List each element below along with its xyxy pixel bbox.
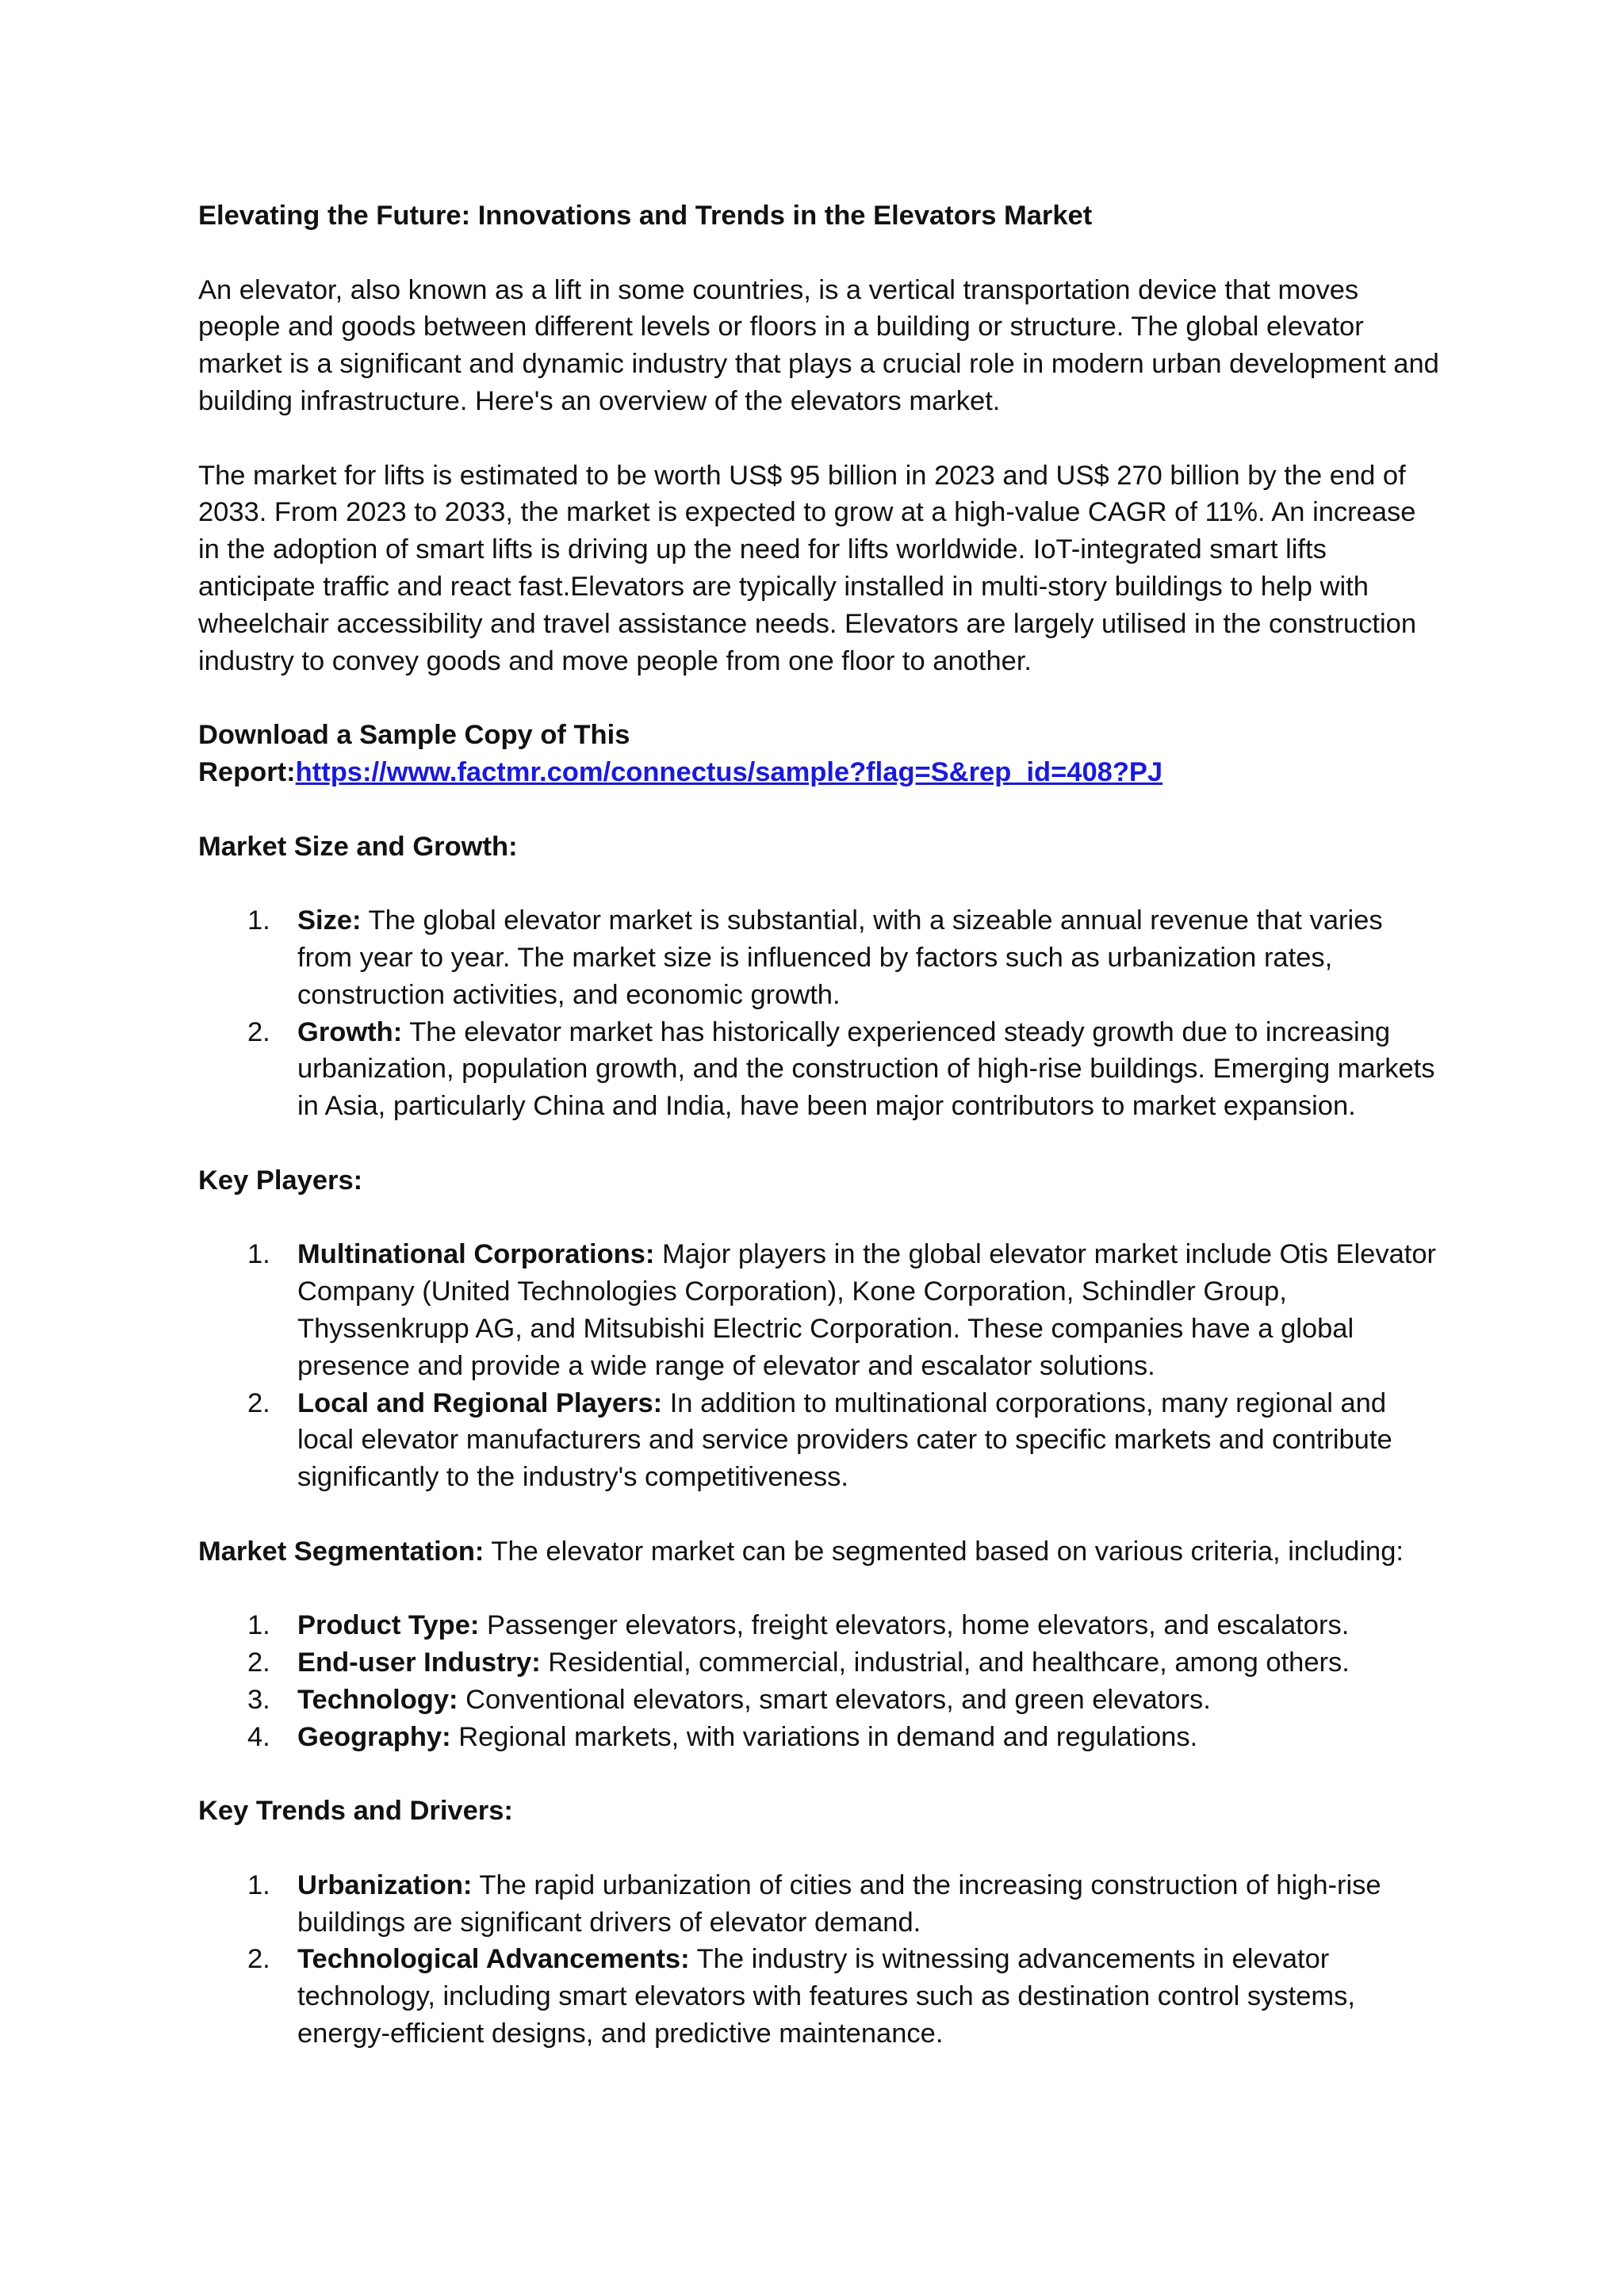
list-term: Technological Advancements: <box>297 1944 690 1975</box>
list-text: Residential, commercial, industrial, and healthcare, among others. <box>540 1647 1350 1678</box>
spacer <box>198 791 1443 828</box>
segmentation-intro <box>198 1533 1443 1571</box>
list-item <box>198 1682 1443 1719</box>
size-growth-list <box>198 902 1443 1125</box>
list-item <box>198 1941 1443 2052</box>
spacer <box>198 1755 1443 1793</box>
download-label: Report: <box>198 756 296 787</box>
list-number: 3. <box>247 1684 270 1715</box>
list-item <box>198 1719 1443 1756</box>
list-number: 1. <box>247 1610 270 1641</box>
sample-report-link[interactable]: https://www.factmr.com/connectus/sample?flag=S&rep_id=408?PJ <box>295 756 1163 787</box>
list-text: In addition to multinational corporations, many regional and local elevator manufacturers and service providers cater to specific markets and contribute significantly to the industry's competitiveness. <box>297 1387 1392 1493</box>
list-number: 2. <box>247 1387 270 1418</box>
list-term: Local and Regional Players: <box>297 1387 663 1418</box>
list-number: 1. <box>247 1869 270 1900</box>
list-item <box>198 1014 1443 1125</box>
document-title: Elevating the Future: Innovations and Trends in the Elevators Market <box>198 201 1093 231</box>
list-text: Regional markets, with variations in demand and regulations. <box>450 1721 1198 1752</box>
list-term: Geography: <box>297 1721 451 1752</box>
list-text: The industry is witnessing advancements in elevator technology, including smart elevators with features such as destination control systems, energy-efficient designs, and predictive maintenance. <box>297 1944 1356 2049</box>
key-players-list <box>198 1236 1443 1496</box>
list-text: The elevator market has historically experienced steady growth due to increasing urbanization, population growth, and the construction of high-rise buildings. Emerging markets in Asia, particularly China and India, have been major contributors to market expansion. <box>297 1016 1435 1122</box>
list-text: The global elevator market is substantial, with a sizeable annual revenue that varies from year to year. The market size is influenced by factors such as urbanization rates, construction activities, and economic growth. <box>297 905 1383 1010</box>
spacer <box>198 679 1443 717</box>
list-term: Technology: <box>297 1684 458 1715</box>
list-text: The rapid urbanization of cities and the increasing construction of high-rise buildings are significant drivers of elevator demand. <box>297 1869 1381 1938</box>
section-heading-key-players: Key Players: <box>198 1165 363 1196</box>
segmentation-list <box>198 1607 1443 1755</box>
list-number: 4. <box>247 1721 270 1752</box>
list-term: Size: <box>297 905 362 936</box>
list-term: End-user Industry: <box>297 1647 541 1678</box>
section-heading-segmentation: Market Segmentation: <box>198 1536 485 1567</box>
download-line: Download a Sample Copy of This <box>198 720 630 751</box>
list-term: Multinational Corporations: <box>297 1239 655 1270</box>
list-text: Passenger elevators, freight elevators, home elevators, and escalators. <box>479 1610 1350 1641</box>
list-term: Growth: <box>297 1016 403 1047</box>
list-number: 2. <box>247 1647 270 1678</box>
list-item <box>198 1236 1443 1384</box>
list-item <box>198 1607 1443 1644</box>
intro-paragraph: An elevator, also known as a lift in some countries, is a vertical transportation device that moves people and goods between different levels or floors in a building or structure. The global elevator market is a significant and dynamic industry that plays a crucial role in modern urban development and building infrastructure. Here's an overview of the elevators market. <box>198 274 1439 416</box>
spacer <box>198 1125 1443 1162</box>
list-item <box>198 902 1443 1013</box>
segmentation-intro-text: The elevator market can be segmented based on various criteria, including: <box>484 1536 1404 1567</box>
market-paragraph: The market for lifts is estimated to be worth US$ 95 billion in 2023 and US$ 270 billion by the end of 2033. From 2023 to 2033, the market is expected to grow at a high-value CAGR of 11%. An increase in the adoption of smart lifts is driving up the need for lifts worldwide. IoT-integrated smart lifts anticipate traffic and react fast.Elevators are typically installed in multi-story buildings to help with wheelchair accessibility and travel assistance needs. Elevators are largely utilised in the construction industry to convey goods and move people from one floor to another. <box>198 460 1417 676</box>
list-text: Conventional elevators, smart elevators, and green elevators. <box>458 1684 1211 1715</box>
spacer <box>198 420 1443 457</box>
spacer <box>198 235 1443 272</box>
list-number: 2. <box>247 1944 270 1975</box>
list-term: Urbanization: <box>297 1869 473 1900</box>
download-link-line <box>198 754 1443 791</box>
list-number: 2. <box>247 1016 270 1047</box>
list-text: Major players in the global elevator market include Otis Elevator Company (United Technologies Corporation), Kone Corporation, Schindler Group, Thyssenkrupp AG, and Mitsubishi Electric Corporation. These companies have a global presence and provide a wide range of elevator and escalator solutions. <box>297 1239 1437 1381</box>
spacer <box>198 1496 1443 1533</box>
list-item <box>198 1867 1443 1942</box>
document-page <box>198 197 1443 2053</box>
spacer <box>198 865 1443 902</box>
list-item <box>198 1385 1443 1496</box>
list-item <box>198 1644 1443 1682</box>
list-term: Product Type: <box>297 1610 480 1641</box>
spacer <box>198 1200 1443 1237</box>
list-number: 1. <box>247 905 270 936</box>
list-number: 1. <box>247 1239 270 1270</box>
spacer <box>198 1570 1443 1607</box>
trends-list <box>198 1867 1443 2053</box>
spacer <box>198 1830 1443 1867</box>
section-heading-size-growth: Market Size and Growth: <box>198 831 518 862</box>
section-heading-trends: Key Trends and Drivers: <box>198 1796 513 1827</box>
